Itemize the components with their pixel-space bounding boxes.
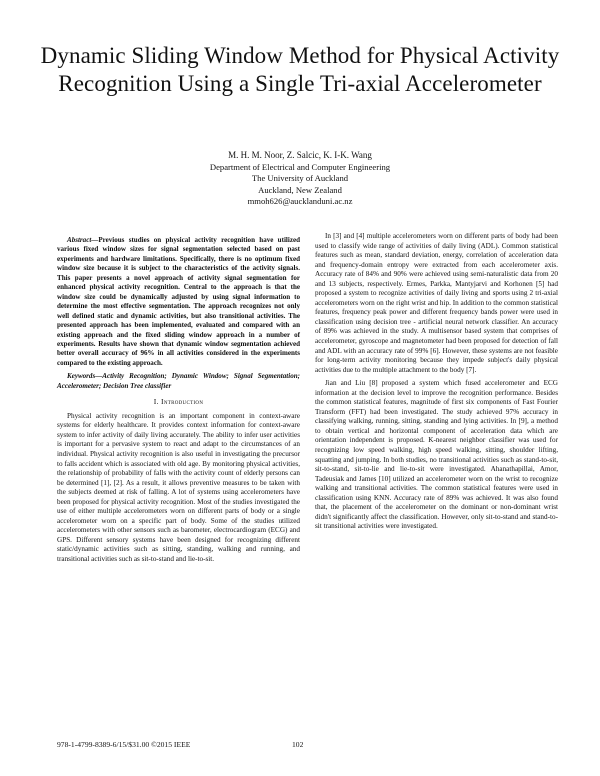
paper-title: Dynamic Sliding Window Method for Physical Activity Recognition Using a Single Tri-axial Accelerometer xyxy=(40,43,560,96)
section-heading-introduction: I. Introduction xyxy=(153,397,204,407)
author-department: Department of Electrical and Computer Engineering xyxy=(209,162,391,173)
author-location: Auckland, New Zealand xyxy=(258,184,342,195)
author-block xyxy=(150,150,450,207)
intro-paragraph-1: Physical activity recognition is an important component in context-aware systems for elderly healthcare. It provides context information for context-aware system to infer activity of daily living accurately. The ability to infer user activities is important for a pervasive system to react and adapt to the circumstances of an individual. Physical activity recognition is also useful in investigating the precursor to falls accident which is associated with old age. By monitoring physical activities, the relationship of probability of falls with the activity count of elderly persons can be determined [1], [2]. As a result, it allows preventive measures to be taken with the subjects deemed at risk of falling. A lot of systems using accelerometers have been proposed for physical activity recognition. Most of the studies investigated the use of either multiple accelerometers worn on different parts of body or a single accelerometer worn on a specific part of body. Some of the studies utilized accelerometers with other sensors such as barometer, electrocardiogram (ECG) and GPS. Different sensory systems have been designed for recognizing different static/dynamic activities such as sitting, standing, walking and running, and transitional activities such as sit-to-stand and lie-to-sit. xyxy=(57,411,300,563)
keywords-dash: — xyxy=(95,372,103,381)
left-column xyxy=(57,236,300,569)
author-names: M. H. M. Noor, Z. Salcic, K. I-K. Wang xyxy=(228,150,372,160)
body-paragraph-related-work-1: In [3] and [4] multiple accelerometers worn on different parts of body had been used to classify wide range of activities of daily living (ADL). Common statistical features such as mean, standard deviation, energy, correlation of acceleration data and frequency-domain entropy were extracted from each accelerometer axis. Accuracy rate of 84% and 90% were achieved using semi-naturalistic data from 20 and 13 subjects, respectively. Ermes, Parkka, Mantyjarvi and Korhonen [5] had proposed a system to recognize activities of daily living and sports using 2 tri-axial accelerometers worn on the right wrist and hip. In addition to the common statistical features, frequency peak power and different frequency bands power were used in classification using decision tree - artificial neural network classifier. An accuracy of 89% was achieved in the study. A multisensor based system that comprises of accelerometer, gyroscope and magnetometer had been proposed for detection of fall and ADL with an accuracy rate of 99% [6]. However, these systems are not feasible for long-term activity monitoring because they impede subject's daily physical activities due to the multiple attachment to the body [7]. xyxy=(315,232,558,374)
abstract xyxy=(57,236,300,368)
right-column xyxy=(315,232,558,536)
author-university: The University of Auckland xyxy=(251,173,349,184)
page-number: 102 xyxy=(292,740,304,749)
abstract-label: Abstract xyxy=(67,236,92,244)
author-email: mmoh626@aucklanduni.ac.nz xyxy=(247,195,353,206)
abstract-dash: — xyxy=(91,236,99,244)
keywords-label: Keywords xyxy=(67,372,96,381)
body-paragraph-related-work-2: Jian and Liu [8] proposed a system which fused accelerometer and ECG information at the decision level to improve the recognition performance. Besides the common statistical features, magnitude of first six components of Fast Fourier Transform (FFT) had been investigated. The study achieved 97% accuracy in classifying walking, running, sitting, standing and lying activities. In [9], a method to obtain vertical and horizontal component of acceleration data which are orientation independent is proposed. K-nearest neighbor classifier was used for recognizing low speed walking, high speed walking, sitting, shoulder lifting, squatting and jumping. In both studies, no transitional activities such as stand-to-sit, sit-to-stand, sit-to-lie and lie-to-sit were investigated. Ahanathapillai, Amor, Tadeusiak and James [10] utilized an accelerometer worn on the wrist to recognize walking and transitional activities. The common statistical features were used in classification using KNN. Accuracy rate of 89% was achieved. It was also found that, the placement of the accelerometer on the dominant or non-dominant wrist didn't significantly affect the classification. However, only sit-to-stand and stand-to-sit transitional activities were investigated. xyxy=(315,379,558,531)
keywords xyxy=(57,372,300,391)
abstract-text: Previous studies on physical activity recognition have utilized various fixed window sizes for signal segmentation selected based on past experiments and hardware limitations. Specifically, there is no optimum fixed window size because it is subject to the characteristics of the activity signals. This paper presents a novel approach of activity signal segmentation for enhanced physical activity recognition. Central to the approach is that the window size could be dynamically adjusted by using signal information to determine the most effective segmentation. The approach recognizes not only well defined static and dynamic activities, but also transitional activities. The presented approach has been implemented, evaluated and compared with an existing approach and the fixed sliding window approach in a number of experiments. Results have shown that dynamic window segmentation achieved better overall accuracy of 96% in all activities considered in the experiments compared to the existing approach. xyxy=(57,236,300,367)
copyright-notice: 978-1-4799-8389-6/15/$31.00 ©2015 IEEE xyxy=(57,740,191,749)
keywords-text: Activity Recognition; Dynamic Window; Signal Segmentation; Accelerometer; Decision Tree classifier xyxy=(57,372,300,390)
